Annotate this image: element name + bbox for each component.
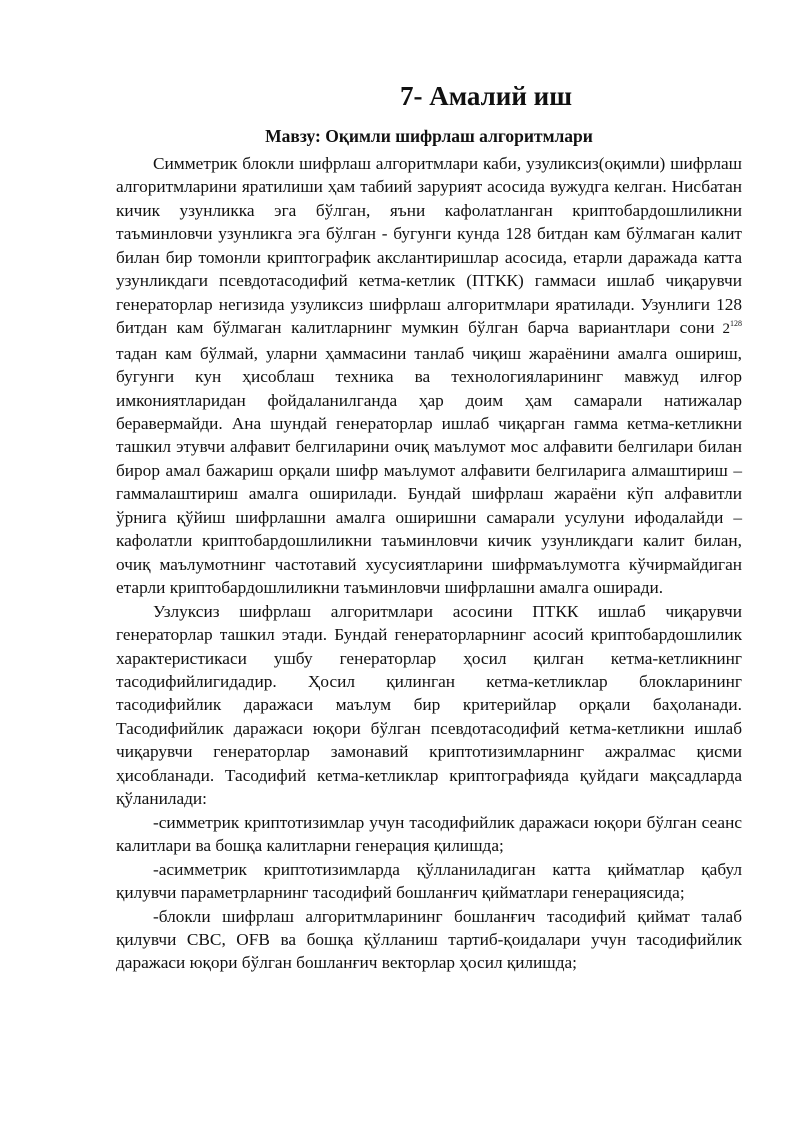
page-title: 7- Амалий иш	[399, 81, 573, 111]
formula-exponent: 128	[730, 319, 742, 329]
paragraph-intro-text-after: тадан кам бўлмай, уларни ҳаммасини танлаб чиқиш жараёнини амалга ошириш, бугунги кун ҳисоблаш техника ва технологияларининг мавжуд илғор имкониятларидан фойдаланилганда ҳар доим ҳам самарали натижалар беравермайди. Ана шундай генераторлар ишлаб чиқарган гамма кетма-кетликни ташкил этувчи алфавит белгиларини очиқ маълумот мос алфавити белгилари билан бирор амал бажариш орқали шифр маълумот алфавити белгиларига алмаштириш – гаммалаштириш амалга оширилади. Бундай шифрлаш жараёни кўп алфавитли ўрнига қўйиш шифрлашни амалга оширишни самарали усулуни ифодалайди – кафолатли криптобардошлиликни таъминловчи кичик узунликдаги калит билан, очиқ маълумотнинг частотавий хусусиятларини шифрмаълумотга кўчирмайдиган етарли криптобардошлиликни таъминловчи шифрлашни амалга оширади.	[116, 343, 742, 598]
paragraph-generators: Узлуксиз шифрлаш алгоритмлари асосини ПТКК ишлаб чиқарувчи генераторлар ташкил этади. Бундай генераторларнинг асосий криптобардошлилик характеристикаси ушбу генераторлар ҳосил қилган кетма-кетликнинг тасодифийлигидадир. Ҳосил қилинган кетма-кетликлар блокларининг тасодифийлик даражаси маълум бир критерийлар орқали баҳоланади. Тасодифийлик даражаси юқори бўлган псевдотасодифий кетма-кетликни ишлаб чиқарувчи генераторлар замонавий криптотизимларнинг ажралмас қисми ҳисобланади. Тасодифий кетма-кетликлар криптографияда қуйдаги мақсадларда қўланилади:	[116, 601, 742, 809]
paragraph-intro-text-before: Симметрик блокли шифрлаш алгоритмлари каби, узуликсиз(оқимли) шифрлаш алгоритмларини яратилиши ҳам табиий зарурият асосида вужудга келган. Нисбатан кичик узунликка эга бўлган, яъни кафолатланган криптобардошлиликни таъминловчи узунликга эга бўлган - бугунги кунда 128 битдан кам бўлмаган калит билан бир томонли криптографик акслантиришлар асосида, етарли даражада катта узунликдаги псевдотасодифий кетма-кетлик (ПТКК) гаммаси ишлаб чиқарувчи генераторлар негизида узуликсиз шифрлаш алгоритмлари яратилади. Узунлиги 128 битдан кам бўлмаган калитларнинг мумкин бўлган барча вариантлари сони	[116, 154, 742, 338]
list-item-block-cipher: -блокли шифрлаш алгоритмларининг бошланғич тасодифий қиймат талаб қилувчи CBC, OFB ва бошқа қўлланиш тартиб-қоидалари учун тасодифийлик даражаси юқори бўлган бошланғич векторлар ҳосил қилишда;	[116, 906, 742, 973]
list-item-asymmetric: -асимметрик криптотизимларда қўлланиладиган катта қийматлар қабул қилувчи параметрларнинг тасодифий бошланғич қийматлари генерациясида;	[116, 859, 742, 903]
topic-heading: Мавзу: Оқимли шифрлаш алгоритмлари	[265, 126, 593, 146]
document-page	[116, 70, 742, 975]
formula-base: 2	[722, 321, 730, 338]
paragraph-intro	[116, 152, 742, 600]
list-item-symmetric: -симметрик криптотизимлар учун тасодифийлик даражаси юқори бўлган сеанс калитлари ва бошқа калитларни генерация қилишда;	[116, 812, 742, 856]
